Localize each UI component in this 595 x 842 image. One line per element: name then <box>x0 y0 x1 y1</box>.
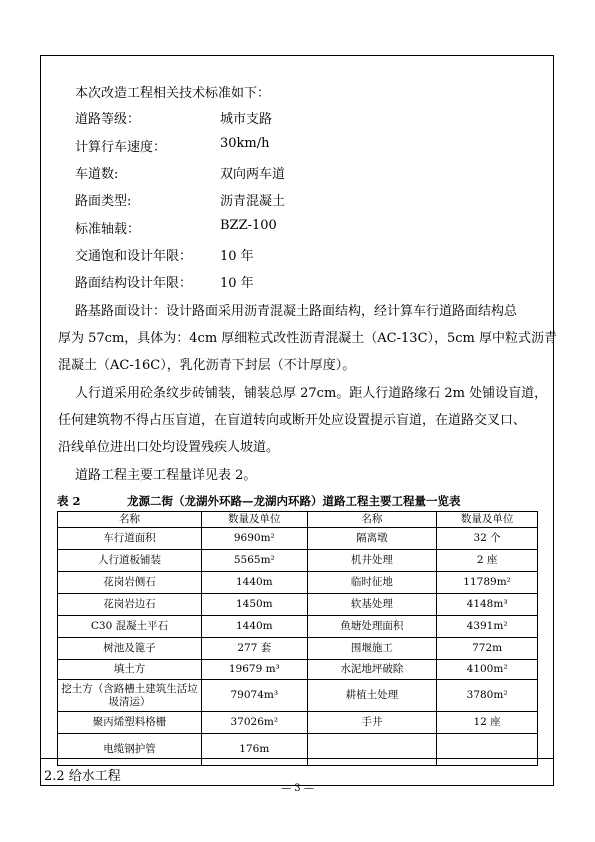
table-title: 龙源二街（龙湖外环路—龙湖内环路）道路工程主要工程量一览表 <box>127 494 461 508</box>
table-cell: 围堰施工 <box>307 638 437 660</box>
standard-value: 10 年 <box>220 276 254 291</box>
paragraph-line: 沿线单位进出口处均设置残疾人坡道。 <box>58 440 280 455</box>
table-row <box>58 638 538 660</box>
standard-value: BZZ-100 <box>220 218 277 233</box>
paragraph-line: 任何建筑物不得占压盲道，在盲道转向或断开处应设置提示盲道，在道路交叉口、 <box>58 413 527 428</box>
standard-key: 路面结构设计年限： <box>75 276 193 291</box>
table-cell: 37026m² <box>202 712 308 734</box>
table-cell: 聚丙烯塑料格栅 <box>58 712 202 734</box>
table-cell: 水泥地坪破除 <box>307 660 437 680</box>
column-header: 数量及单位 <box>437 512 538 528</box>
standard-key: 交通饱和设计年限： <box>75 249 193 264</box>
table-cell: 临时征地 <box>307 572 437 594</box>
standard-value: 双向两车道 <box>220 167 286 182</box>
table-cell: 1440m <box>202 616 308 638</box>
table-number: 表 2 <box>57 494 81 508</box>
table-header-row <box>58 512 538 528</box>
standard-key: 标准轴载： <box>75 222 141 237</box>
table-cell: 填土方 <box>58 660 202 680</box>
table-cell: 1440m <box>202 572 308 594</box>
table-cell: 32 个 <box>437 528 538 550</box>
paragraph-line: 人行道采用砼条纹步砖铺装，铺装总厚 27cm。距人行道路缘石 2m 处铺设盲道， <box>75 386 548 401</box>
table-cell: C30 混凝土平石 <box>58 616 202 638</box>
table-cell: 11789m² <box>437 572 538 594</box>
standard-key: 路面类型: <box>75 194 132 209</box>
table-row <box>58 660 538 680</box>
table-cell: 树池及篦子 <box>58 638 202 660</box>
table-cell: 4100m² <box>437 660 538 680</box>
column-header: 名称 <box>307 512 437 528</box>
table-cell: 4148m³ <box>437 594 538 616</box>
standard-key: 计算行车速度： <box>75 140 167 155</box>
section-heading: 2.2 给水工程 <box>44 769 121 784</box>
table-cell: 车行道面积 <box>58 528 202 550</box>
page-number: — 3 — <box>281 783 314 794</box>
table-cell: 19679 m³ <box>202 660 308 680</box>
paragraph-line: 混凝土（AC-16C），乳化沥青下封层（不计厚度）。 <box>58 358 356 373</box>
table-cell: 5565m² <box>202 550 308 572</box>
table-cell: 鱼塘处理面积 <box>307 616 437 638</box>
quantities-table <box>57 511 538 766</box>
table-row <box>58 712 538 734</box>
table-cell: 4391m² <box>437 616 538 638</box>
table-row <box>58 734 538 766</box>
table-cell <box>437 734 538 766</box>
standard-value: 城市支路 <box>220 112 273 127</box>
table-cell: 772m <box>437 638 538 660</box>
column-header: 名称 <box>58 512 202 528</box>
table-cell <box>307 734 437 766</box>
standard-value: 沥青混凝土 <box>220 194 286 209</box>
standard-value: 30km/h <box>220 136 270 151</box>
column-header: 数量及单位 <box>202 512 308 528</box>
table-cell: 机井处理 <box>307 550 437 572</box>
table-row <box>58 616 538 638</box>
table-row <box>58 528 538 550</box>
table-row <box>58 594 538 616</box>
paragraph-line: 路基路面设计：设计路面采用沥青混凝土路面结构，经计算车行道路面结构总 <box>75 304 518 319</box>
table-cell: 花岗岩边石 <box>58 594 202 616</box>
table-cell: 挖土方（含路槽土建筑生活垃圾清运） <box>58 680 202 712</box>
paragraph-line: 厚为 57cm，具体为：4cm 厚细粒式改性沥青混凝土（AC-13C），5cm 厚中粒式沥青 <box>58 331 558 346</box>
standard-value: 10 年 <box>220 249 254 264</box>
table-cell: 手井 <box>307 712 437 734</box>
intro-text: 本次改造工程相关技术标准如下： <box>75 86 271 101</box>
table-row <box>58 680 538 712</box>
table-cell: 79074m³ <box>202 680 308 712</box>
table-cell: 耕植土处理 <box>307 680 437 712</box>
table-row <box>58 572 538 594</box>
table-cell: 9690m² <box>202 528 308 550</box>
table-cell: 软基处理 <box>307 594 437 616</box>
table-cell: 隔离墩 <box>307 528 437 550</box>
table-cell: 2 座 <box>437 550 538 572</box>
table-cell: 人行道板铺装 <box>58 550 202 572</box>
table-cell: 花岗岩侧石 <box>58 572 202 594</box>
table-cell: 电缆钢护管 <box>58 734 202 766</box>
table-cell: 1450m <box>202 594 308 616</box>
standard-key: 车道数: <box>75 167 119 182</box>
table-cell: 3780m² <box>437 680 538 712</box>
table-cell: 277 套 <box>202 638 308 660</box>
paragraph-line: 道路工程主要工程量详见表 2。 <box>75 468 257 483</box>
table-cell: 12 座 <box>437 712 538 734</box>
table-cell: 176m <box>202 734 308 766</box>
table-row <box>58 550 538 572</box>
standard-key: 道路等级： <box>75 112 141 127</box>
